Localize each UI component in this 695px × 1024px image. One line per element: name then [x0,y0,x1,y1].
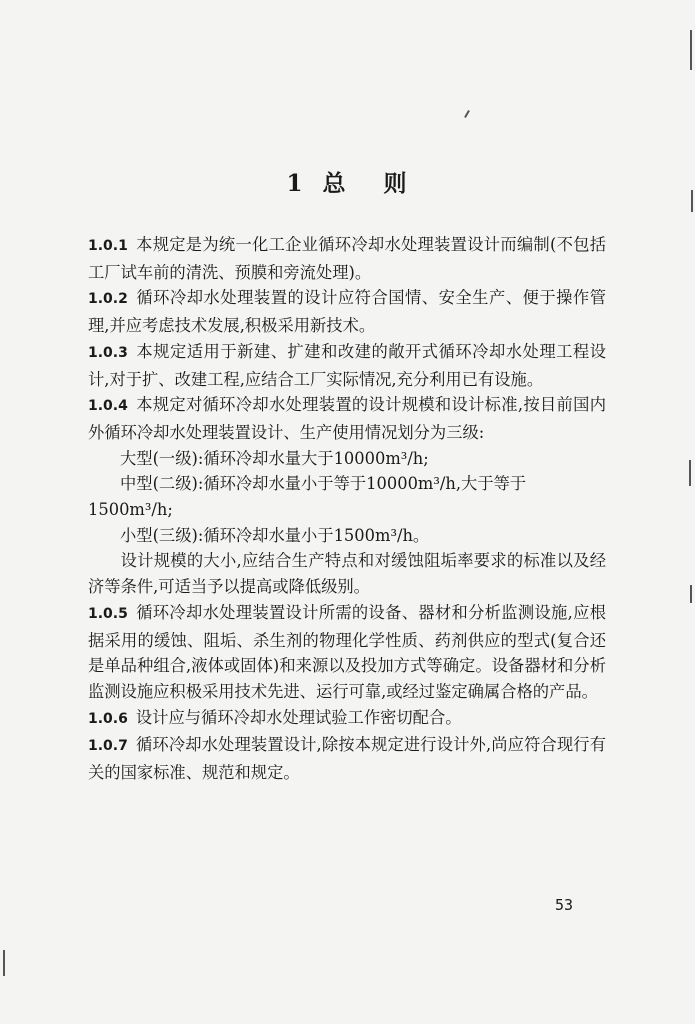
scan-edge-mark [690,585,692,603]
scale-medium-line-1: 中型(二级):循环冷却水量小于等于10000m³/h,大于等于 [120,474,527,494]
clause-number: 1.0.2 [88,291,128,308]
scale-large: 大型(一级):循环冷却水量大于10000m³/h; [120,448,429,468]
chapter-title [0,165,695,198]
scale-small: 小型(三级):循环冷却水量小于1500m³/h。 [120,525,430,545]
scan-edge-mark [689,460,691,486]
clause-number: 1.0.7 [88,738,128,755]
chapter-number: 1 [286,170,305,198]
clause-1-0-3 [88,339,606,392]
clause-text: 本规定适用于新建、扩建和改建的敞开式循环冷却水处理工程设计,对于扩、改建工程,应结合工厂实际情况,充分利用已有设施。 [88,341,606,389]
clause-1-0-5 [88,600,606,705]
document-body [88,232,606,786]
scan-edge-mark [464,110,470,118]
clause-number: 1.0.1 [88,238,128,254]
clause-text: 循环冷却水处理装置的设计应符合国情、安全生产、便于操作管理,并应考虑技术发展,积极采用新技术。 [88,288,606,336]
clause-number: 1.0.3 [88,344,128,361]
clause-text: 循环冷却水处理装置设计,除按本规定进行设计外,尚应符合现行有关的国家标准、规范和规定。 [88,735,606,783]
clause-number: 1.0.4 [88,398,128,415]
clause-number: 1.0.5 [88,605,128,622]
clause-number: 1.0.6 [88,710,128,727]
clause-text: 循环冷却水处理装置设计所需的设备、器材和分析监测设施,应根据采用的缓蚀、阻垢、杀生剂的物理化学性质、药剂供应的型式(复合还是单品种组合,液体或固体)和来源以及投加方式等确定。设备器材和分析监测设施应积极采用技术先进、运行可靠,或经过鉴定确属合格的产品。 [88,602,606,701]
clause-1-0-4 [88,392,606,445]
scale-medium-line-2: 1500m³/h; [88,500,173,520]
clause-1-0-7 [88,732,606,785]
clause-1-0-1 [88,232,606,285]
scan-edge-mark [3,950,5,976]
clause-text: 本规定是为统一化工企业循环冷却水处理装置设计而编制(不包括工厂试车前的清洗、预膜和旁流处理)。 [88,235,606,282]
scale-note: 设计规模的大小,应结合生产特点和对缓蚀阻垢率要求的标准以及经济等条件,可适当予以提高或降低级别。 [88,551,606,597]
clause-text: 本规定对循环冷却水处理装置的设计规模和设计标准,按目前国内外循环冷却水处理装置设计、生产使用情况划分为三级: [88,395,606,442]
clause-text: 设计应与循环冷却水处理试验工作密切配合。 [135,707,462,727]
clause-1-0-2 [88,285,606,338]
scan-edge-mark [690,30,692,70]
clause-1-0-6 [88,705,606,733]
page-number: 53 [555,896,574,914]
chapter-title-word-2: 则 [383,170,409,198]
chapter-title-word-1: 总 [322,170,348,198]
